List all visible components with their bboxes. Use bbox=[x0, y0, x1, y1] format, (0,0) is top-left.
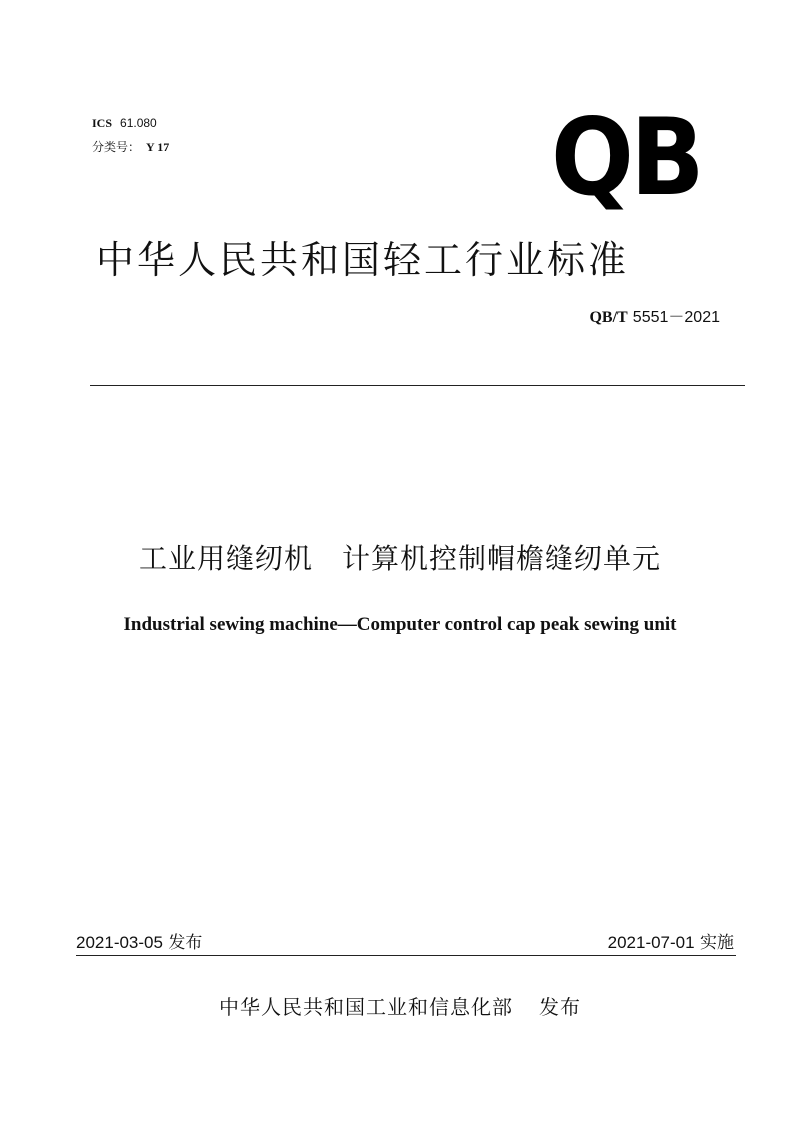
standard-code bbox=[589, 304, 720, 327]
document-title-cn: 工业用缝纫机 计算机控制帽檐缝纫单元 bbox=[138, 542, 661, 575]
implement-label: 实施 bbox=[700, 933, 734, 953]
bottom-divider bbox=[76, 955, 736, 956]
classification-code: Y 17 bbox=[146, 140, 170, 154]
document-title-en: Industrial sewing machine—Computer control cap peak sewing unit bbox=[123, 614, 677, 635]
publisher-name: 中华人民共和国工业和信息化部 bbox=[219, 995, 513, 1019]
publisher-line bbox=[0, 991, 800, 1020]
ics-line bbox=[92, 116, 157, 131]
classification-line bbox=[92, 138, 169, 155]
issue-label: 发布 bbox=[168, 933, 203, 953]
classification-label: 分类号： bbox=[92, 140, 141, 154]
ics-label: ICS bbox=[92, 116, 113, 130]
publisher-suffix: 发布 bbox=[539, 995, 581, 1019]
qb-logo: QB bbox=[551, 96, 701, 219]
implement-date-line bbox=[608, 928, 734, 953]
standard-code-prefix: QB/T bbox=[589, 309, 628, 326]
issue-date: 2021-03-05 bbox=[76, 933, 163, 952]
standard-code-number: 5551－2021 bbox=[632, 309, 720, 326]
ics-code: 61.080 bbox=[120, 116, 157, 130]
top-divider bbox=[90, 385, 745, 386]
standard-title: 中华人民共和国轻工行业标准 bbox=[96, 238, 630, 282]
issue-date-line bbox=[76, 928, 202, 953]
implement-date: 2021-07-01 bbox=[607, 933, 695, 952]
